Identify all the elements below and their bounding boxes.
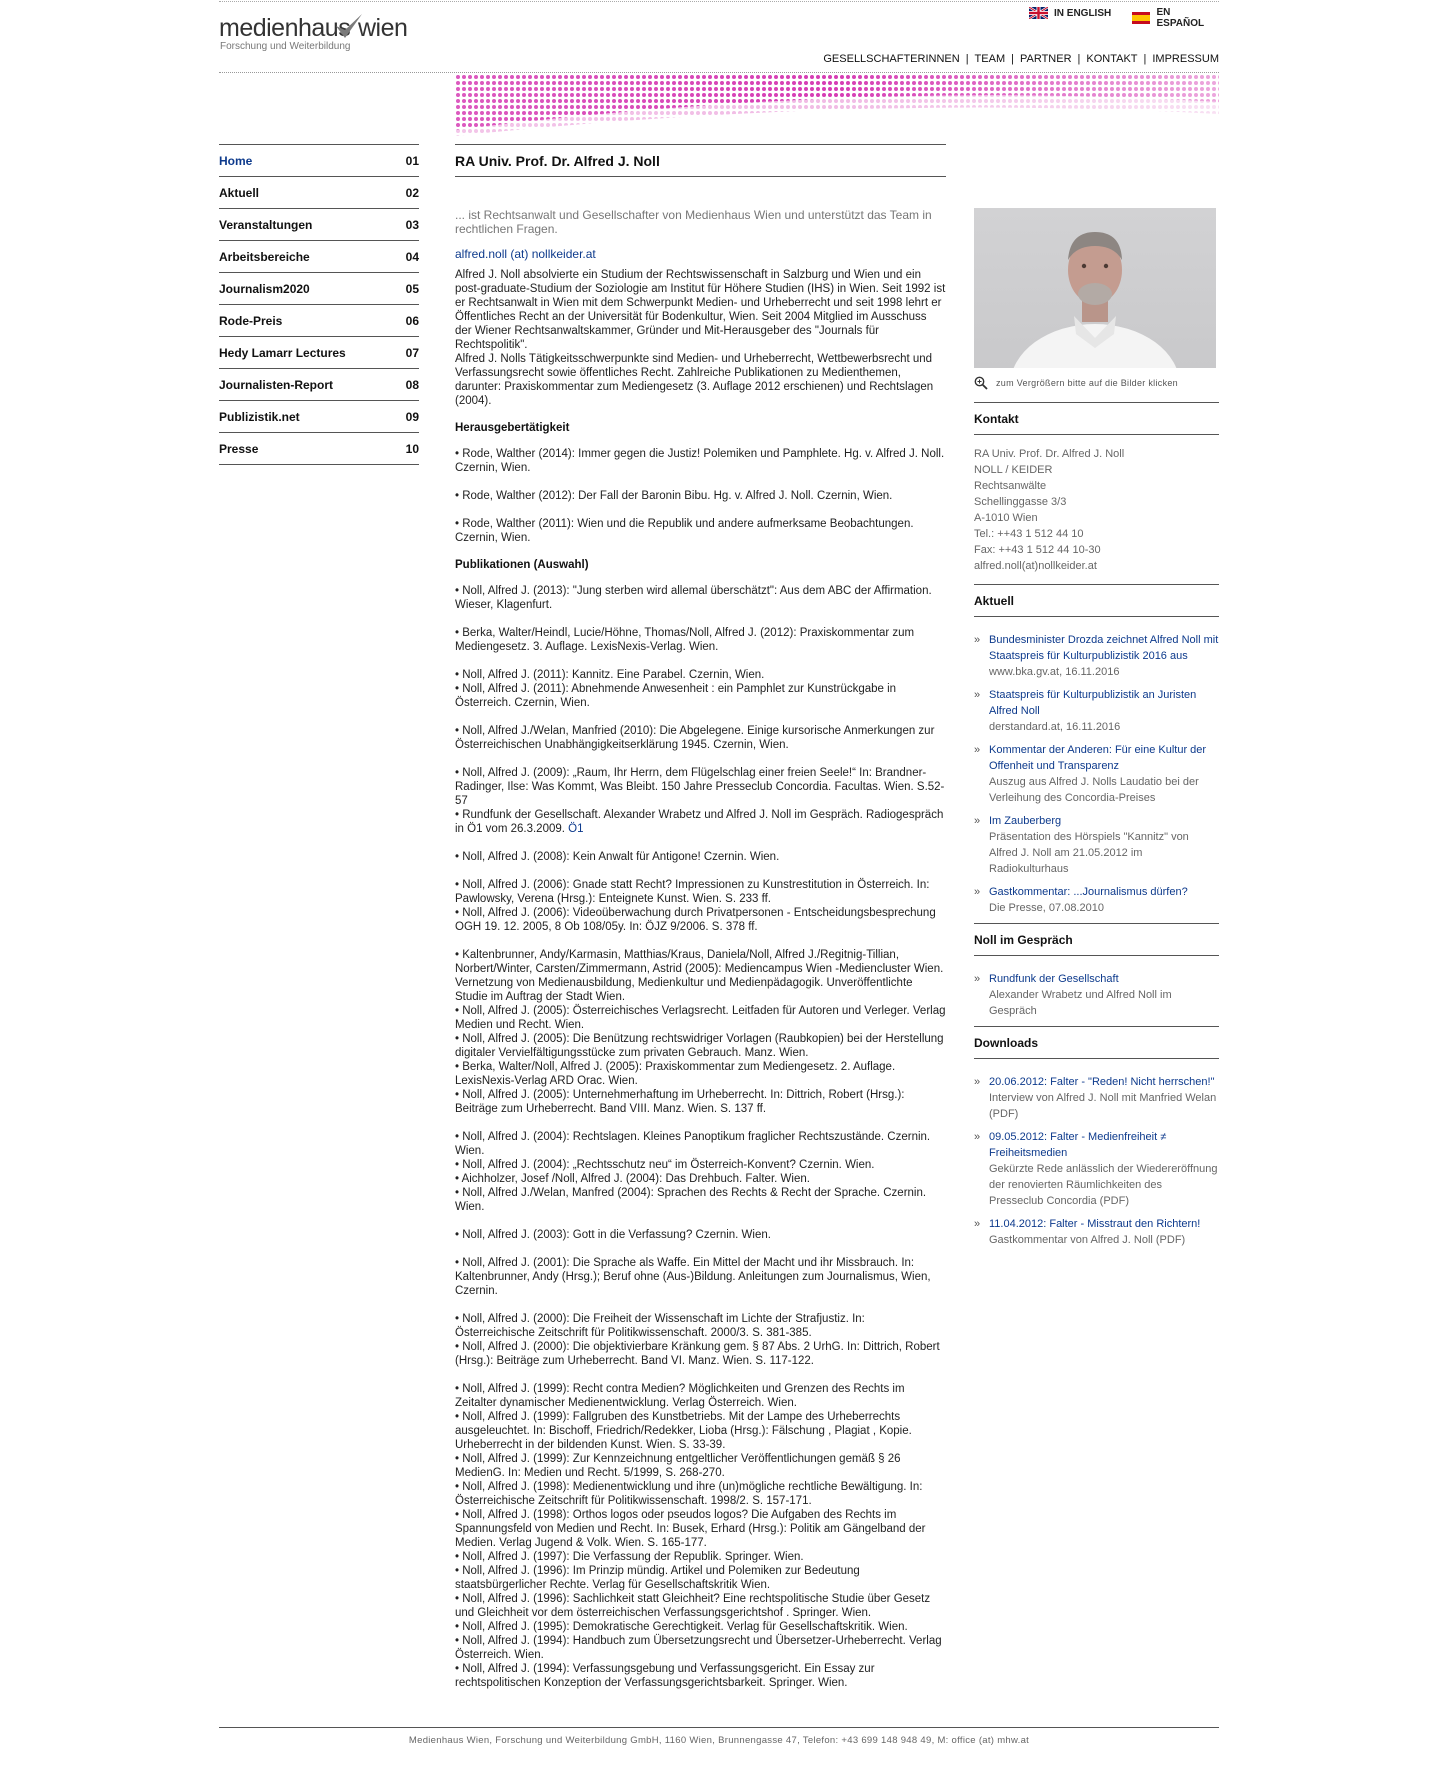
sidebar-item-rode-preis[interactable]: [219, 305, 419, 337]
sidebar-item-number: 07: [405, 345, 419, 360]
publication-text: • Noll, Alfred J. (2006): Gnade statt Recht? Impressionen zu Kunstrestitution in Österreich. In: Pawlowsky, Verena (Hrsg.): Enteignete Kunst. Wien. S. 233 ff.: [455, 879, 930, 905]
aktuell-box: [974, 584, 1219, 916]
publication-entry: [455, 1186, 946, 1214]
publication-text: • Kaltenbrunner, Andy/Karmasin, Matthias/Kraus, Daniela/Noll, Alfred J./Regitnig-Tillian, Norbert/Winter, Carsten/Zimmermann, Astrid (2005): Mediencampus Wien -Mediencluster Wien. Vernetzung von Medienausbildung, Medienkultur und Medienpädagogik. Unveröffentlichte Studie im Auftrag der Stadt Wien.: [455, 949, 944, 1003]
publication-entry: [455, 1480, 946, 1508]
aktuell-list: [974, 632, 1219, 916]
publication-group: [455, 668, 946, 710]
publication-group: [455, 724, 946, 752]
download-item-title[interactable]: 20.06.2012: Falter - "Reden! Nicht herrschen!": [989, 1076, 1215, 1088]
sidebar-item-hedy-lamarr-lectures[interactable]: [219, 337, 419, 369]
publication-entry: [455, 1312, 946, 1340]
download-item-title[interactable]: 09.05.2012: Falter - Medienfreiheit ≠ Freiheitsmedien: [989, 1131, 1167, 1159]
lang-spanish-link[interactable]: [1132, 7, 1219, 29]
publication-text: • Noll, Alfred J. (2009): „Raum, Ihr Herrn, dem Flügelschlag einer freien Seele!“ In: Brandner-Radinger, Ilse: Was Kommt, Was Bleibt. 150 Jahre Presseclub Concordia. Facultas. Wien. S.52-57: [455, 767, 945, 807]
aktuell-item[interactable]: [974, 742, 1219, 806]
download-item[interactable]: [974, 1129, 1219, 1209]
publication-group: [455, 1312, 946, 1368]
gespraech-list: [974, 971, 1219, 1019]
kontakt-box: [974, 402, 1219, 574]
sidebar-item-presse[interactable]: [219, 433, 419, 465]
publication-entry: [455, 1564, 946, 1592]
double-arrow-icon: »: [974, 886, 981, 898]
aktuell-item-content: [989, 632, 1219, 680]
lang-english-link[interactable]: [1029, 7, 1111, 19]
contact-details: [974, 446, 1219, 574]
footer-rule: [219, 1727, 1219, 1728]
publication-text: • Noll, Alfred J. (2005): Die Benützung rechtswidriger Vorlagen (Raubkopien) bei der Herstellung digitaler Vervielfältigungsstücke zum privaten Gebrauch. Manz. Wien.: [455, 1033, 944, 1059]
contact-email[interactable]: alfred.noll(at)nollkeider.at: [974, 560, 1097, 572]
publication-text: • Noll, Alfred J. (2011): Abnehmende Anwesenheit : ein Pamphlet zur Kunstrückgabe in Österreich. Czernin, Wien.: [455, 683, 897, 709]
aktuell-item-content: [989, 742, 1219, 806]
publication-group: [455, 878, 946, 934]
double-arrow-icon: »: [974, 973, 981, 985]
publication-text: • Noll, Alfred J./Welan, Manfred (2004): Sprachen des Rechts & Recht der Sprache. Czernin. Wien.: [455, 1187, 927, 1213]
publication-text: • Noll, Alfred J. (1999): Fallgruben des Kunstbetriebs. Mit der Lampe des Urheberrechts ausgeleuchtet. In: Bischoff, Friedrich/Redekker, Lioba (Hrsg.): Fälschung , Plagiat , Kopie. Urheberrecht in der bildenden Kunst. Wien. S. 33-39.: [455, 1411, 912, 1451]
publication-entry: [455, 1340, 946, 1368]
sidebar-item-number: 04: [405, 249, 419, 264]
publication-text: • Noll, Alfred J. (2005): Österreichisches Verlagsrecht. Leitfaden für Autoren und Verleger. Verlag Medien und Recht. Wien.: [455, 1005, 946, 1031]
gespraech-item-content: [989, 971, 1219, 1019]
double-arrow-icon: »: [974, 689, 981, 701]
topnav-team[interactable]: TEAM: [974, 53, 1006, 65]
publication-text: • Noll, Alfred J. (2013): "Jung sterben wird allemal überschätzt": Aus dem ABC der Affirmation. Wieser, Klagenfurt.: [455, 585, 932, 611]
gespraech-item-subtitle: Alexander Wrabetz und Alfred Noll im Gespräch: [989, 989, 1172, 1017]
sidebar-item-label: Arbeitsbereiche: [219, 249, 310, 264]
page-title: RA Univ. Prof. Dr. Alfred J. Noll: [455, 144, 946, 177]
magnifier-plus-icon: [974, 376, 988, 390]
double-arrow-icon: »: [974, 634, 981, 646]
publication-text: • Noll, Alfred J. (1998): Orthos logos oder pseudos logos? Die Aufgaben des Rechts im Spannungsfeld von Medien und Recht. In: Busek, Erhard (Hrsg.): Politik am Gängelband der Medien. Verlag Jugend & Volk. Wien. S. 165-177.: [455, 1509, 926, 1549]
aktuell-item[interactable]: [974, 813, 1219, 877]
contact-line: Tel.: ++43 1 512 44 10: [974, 528, 1084, 540]
section-heading-publications: Publikationen (Auswahl): [455, 559, 589, 571]
bio-paragraph-2: Alfred J. Nolls Tätigkeitsschwerpunkte sind Medien- und Urheberrecht, Wettbewerbsrecht und Verfassungsrecht sowie öffentliches Recht. Zahlreiche Publikationen zu Medienthemen, darunter: Praxiskommentar zum Mediengesetz (3. Auflage 2012 erschienen) und Rechtslagen (2004).: [455, 353, 934, 407]
publication-entry: [455, 878, 946, 906]
aktuell-item-subtitle: Die Presse, 07.08.2010: [989, 902, 1104, 914]
sidebar-item-label: Rode-Preis: [219, 313, 283, 328]
publication-text: • Noll, Alfred J. (2000): Die Freiheit der Wissenschaft im Lichte der Strafjustiz. In: Österreichische Zeitschrift für Politikwissenschaft. 2000/3. S. 381-385.: [455, 1313, 865, 1339]
publication-group: [455, 1130, 946, 1214]
banner-dot-pattern: [455, 74, 1219, 136]
sidebar-item-label: Home: [219, 153, 253, 168]
topnav-separator: |: [1077, 53, 1081, 65]
publication-group: [455, 626, 946, 654]
sidebar-item-veranstaltungen[interactable]: [219, 209, 419, 241]
aktuell-item-title[interactable]: Staatspreis für Kulturpublizistik an Juristen Alfred Noll: [989, 689, 1197, 717]
publication-entry: [455, 584, 946, 612]
right-sidebar: [974, 208, 1219, 1255]
publication-entry: [455, 1256, 946, 1298]
sidebar-item-label: Publizistik.net: [219, 409, 300, 424]
logo[interactable]: [219, 12, 429, 58]
publication-entry: [455, 1088, 946, 1116]
publication-entry: [455, 1550, 946, 1564]
gespraech-heading: Noll im Gespräch: [974, 924, 1219, 956]
publication-text: • Noll, Alfred J. (1999): Zur Kennzeichnung entgeltlicher Veröffentlichungen gemäß § 26 MedienG. In: Medien und Recht. 5/1999, S. 268-270.: [455, 1453, 901, 1479]
download-item-content: [989, 1216, 1200, 1248]
logo-tagline: Forschung und Weiterbildung: [220, 41, 351, 52]
double-arrow-icon: »: [974, 1076, 981, 1088]
download-item-title[interactable]: 11.04.2012: Falter - Misstraut den Richtern!: [989, 1218, 1201, 1230]
publication-entry: [455, 1032, 946, 1060]
sidebar-item-number: 06: [405, 313, 419, 328]
sidebar-item-label: Journalisten-Report: [219, 377, 334, 392]
publication-group: [455, 850, 946, 864]
publication-group: [455, 584, 946, 612]
publication-text: • Noll, Alfred J. (1998): Medienentwicklung und ihre (un)mögliche rechtliche Bewältigung. In: Österreichische Zeitschrift für Politikwissenschaft. 1998/2. S. 157-171.: [455, 1481, 923, 1507]
topnav-kontakt[interactable]: KONTAKT: [1086, 53, 1138, 65]
publication-text: • Noll, Alfred J. (1997): Die Verfassung der Republik. Springer. Wien.: [455, 1551, 804, 1563]
lang-english-label: IN ENGLISH: [1054, 7, 1112, 19]
editor-entry: • Rode, Walther (2014): Immer gegen die Justiz! Polemiken und Pamphlete. Hg. v. Alfred J. Noll. Czernin, Wien.: [455, 448, 945, 474]
publication-entry: [455, 906, 946, 934]
topnav-separator: |: [1143, 53, 1147, 65]
zoom-hint-text: zum Vergrößern bitte auf die Bilder klicken: [996, 378, 1178, 388]
spain-flag-icon: [1132, 12, 1150, 24]
publication-entry: [455, 1508, 946, 1550]
sidebar-item-aktuell[interactable]: [219, 177, 419, 209]
topnav-impressum[interactable]: IMPRESSUM: [1152, 53, 1219, 65]
aktuell-item-subtitle: www.bka.gv.at, 16.11.2016: [989, 666, 1120, 678]
section-heading-editor: Herausgebertätigkeit: [455, 422, 570, 434]
aktuell-item-subtitle: Auszug aus Alfred J. Nolls Laudatio bei der Verleihung des Concordia-Preises: [989, 776, 1199, 804]
sidebar-item-arbeitsbereiche[interactable]: [219, 241, 419, 273]
aktuell-item-content: [989, 813, 1219, 877]
publication-entry: [455, 948, 946, 1004]
publication-text: • Noll, Alfred J. (1994): Handbuch zum Übersetzungsrecht und Übersetzer-Urheberrecht. Verlag Österreich. Wien.: [455, 1635, 942, 1661]
email-link[interactable]: alfred.noll (at) nollkeider.at: [455, 247, 596, 261]
publication-text: • Noll, Alfred J. (2001): Die Sprache als Waffe. Ein Mittel der Macht und ihr Missbrauch. In: Kaltenbrunner, Andy (Hrsg.); Beruf ohne (Aus-)Bildung. Anleitungen zum Journalismus, Wien, Czernin.: [455, 1257, 931, 1297]
publication-text: • Noll, Alfred J. (2008): Kein Anwalt für Antigone! Czernin. Wien.: [455, 851, 780, 863]
publication-entry: [455, 808, 946, 836]
main-content: [455, 144, 946, 1704]
sidebar-item-number: 09: [405, 409, 419, 424]
publication-group: [455, 948, 946, 1116]
download-item[interactable]: [974, 1074, 1219, 1122]
publication-text: • Noll, Alfred J. (1995): Demokratische Gerechtigkeit. Verlag für Gesellschaftskritik. Wien.: [455, 1621, 908, 1633]
sidebar-item-home[interactable]: [219, 145, 419, 177]
download-item-content: [989, 1074, 1219, 1122]
publication-text: • Noll, Alfred J. (2006): Videoüberwachung durch Privatpersonen - Entscheidungsbesprechung OGH 19. 12. 2005, 8 Ob 108/05y. In: ÖJZ 9/2006. S. 378 ff.: [455, 907, 936, 933]
publication-group: [455, 1228, 946, 1242]
downloads-box: [974, 1026, 1219, 1248]
publication-text: • Noll, Alfred J./Welan, Manfried (2010): Die Abgelegene. Einige kursorische Anmerkungen zur Österreichischen Unabhängigkeitserklärung 1945. Czernin, Wien.: [455, 725, 935, 751]
sidebar-item-number: 02: [405, 185, 419, 200]
header-rule: [219, 72, 1219, 73]
contact-line: Fax: ++43 1 512 44 10-30: [974, 544, 1101, 556]
double-arrow-icon: »: [974, 1131, 981, 1143]
publication-entry: [455, 1060, 946, 1088]
publication-group: [455, 766, 946, 836]
download-item-subtitle: Interview von Alfred J. Noll mit Manfried Welan (PDF): [989, 1092, 1217, 1120]
publication-text: • Noll, Alfred J. (2004): „Rechtsschutz neu“ im Österreich-Konvent? Czernin. Wien.: [455, 1159, 875, 1171]
publication-entry: [455, 668, 946, 682]
publication-entry: [455, 1130, 946, 1158]
publication-entry: [455, 1452, 946, 1480]
topnav-separator: |: [1011, 53, 1014, 65]
publication-text: • Berka, Walter/Heindl, Lucie/Höhne, Thomas/Noll, Alfred J. (2012): Praxiskommentar zum Mediengesetz. 3. Auflage. LexisNexis-Verlag. Wien.: [455, 627, 915, 653]
publication-text: • Noll, Alfred J. (1994): Verfassungsgebung und Verfassungsgericht. Ein Essay zur rechtspolitischen Konzeption der Verfassungsgerichtsbarkeit. Springer. Wien.: [455, 1663, 875, 1689]
publication-text: • Noll, Alfred J. (1996): Sachlichkeit statt Gleichheit? Eine rechtspolitische Studie über Gesetz und Gleichheit vor dem österreichischen Verfassungsgerichtshof . Springer. Wien.: [455, 1593, 931, 1619]
publication-entry: [455, 1662, 946, 1690]
download-item-subtitle: Gastkommentar von Alfred J. Noll (PDF): [989, 1234, 1186, 1246]
sidebar-item-journalism2020[interactable]: [219, 273, 419, 305]
sidebar-item-number: 10: [405, 441, 419, 456]
publication-entry: [455, 1410, 946, 1452]
aktuell-item-title[interactable]: Bundesminister Drozda zeichnet Alfred Noll mit Staatspreis für Kulturpublizistik 2016 aus: [989, 634, 1219, 662]
kontakt-heading: Kontakt: [974, 403, 1219, 435]
portrait-photo[interactable]: [974, 208, 1216, 368]
intro-text: ... ist Rechtsanwalt und Gesellschafter von Medienhaus Wien und unterstützt das Team in rechtlichen Fragen.: [455, 208, 932, 236]
publication-entry: [455, 1158, 946, 1172]
sidebar-item-number: 05: [405, 281, 419, 296]
publication-text: • Noll, Alfred J. (1996): Im Prinzip mündig. Artikel und Polemiken zur Bedeutung staatsbürgerlicher Rechte. Verlag für Gesellschaftskritik Wien.: [455, 1565, 860, 1591]
publication-entry: [455, 682, 946, 710]
sidebar-item-journalisten-report[interactable]: [219, 369, 419, 401]
bio-paragraph-1: Alfred J. Noll absolvierte ein Studium der Rechtswissenschaft in Salzburg und Wien und ein post-graduate-Studium der Soziologie am Institut für Höhere Studien (IHS) in Wien. Seit 1992 ist er Rechtsanwalt in Wien mit dem Schwerpunkt Medien- und Urheberrecht und seit 1998 lehrt er Öffentliches Recht an der Universität für Bodenkultur, Wien. Seit 2004 Mitglied im Ausschuss der Wiener Rechtsanwaltskammer, Gründer und Mit-Herausgeber des "Journals für Rechtspolitik".: [455, 269, 946, 351]
downloads-heading: Downloads: [974, 1027, 1219, 1059]
double-arrow-icon: »: [974, 1218, 981, 1230]
top-nav: [823, 53, 1219, 65]
aktuell-item[interactable]: [974, 884, 1219, 916]
sidebar-item-label: Journalism2020: [219, 281, 310, 296]
downloads-list: [974, 1074, 1219, 1248]
publication-entry: [455, 626, 946, 654]
publication-entry: [455, 1634, 946, 1662]
gespraech-box: [974, 923, 1219, 1019]
aktuell-item-content: [989, 884, 1188, 916]
gespraech-item-title[interactable]: Rundfunk der Gesellschaft: [989, 973, 1119, 985]
publication-entry: [455, 1172, 946, 1186]
publication-text: • Noll, Alfred J. (2011): Kannitz. Eine Parabel. Czernin, Wien.: [455, 669, 765, 681]
bio-text: [455, 268, 946, 408]
sidebar-item-label: Veranstaltungen: [219, 217, 313, 232]
publication-group: [455, 1256, 946, 1298]
download-item[interactable]: [974, 1216, 1219, 1248]
sidebar-item-number: 01: [405, 153, 419, 168]
publication-entry: [455, 724, 946, 752]
aktuell-item-subtitle: Präsentation des Hörspiels "Kannitz" von Alfred J. Noll am 21.05.2012 im Radiokulturhaus: [989, 831, 1189, 875]
publication-text: • Noll, Alfred J. (2004): Rechtslagen. Kleines Panoptikum fraglicher Rechtszustände. Czernin. Wien.: [455, 1131, 931, 1157]
lang-spanish-label: EN ESPAÑOL: [1156, 7, 1205, 29]
sidebar-nav: [219, 144, 419, 465]
aktuell-item-title[interactable]: Gastkommentar: ...Journalismus dürfen?: [989, 886, 1188, 898]
publication-text: • Noll, Alfred J. (2003): Gott in die Verfassung? Czernin. Wien.: [455, 1229, 771, 1241]
zoom-hint: [974, 376, 1219, 390]
publication-entry: [455, 850, 946, 864]
publication-text: • Noll, Alfred J. (2005): Unternehmerhaftung im Urheberrecht. In: Dittrich, Robert (Hrsg.): Beiträge zum Urheberrecht. Band VIII. Manz. Wien. S. 137 ff.: [455, 1089, 905, 1115]
editor-entry: • Rode, Walther (2012): Der Fall der Baronin Bibu. Hg. v. Alfred J. Noll. Czernin, Wien.: [455, 490, 893, 502]
publication-entry: [455, 1382, 946, 1410]
publication-text: • Rundfunk der Gesellschaft. Alexander Wrabetz und Alfred J. Noll im Gespräch. Radiogespräch in Ö1 vom 26.3.2009.: [455, 809, 944, 835]
publication-text: • Noll, Alfred J. (2000): Die objektivierbare Kränkung gem. § 87 Abs. 2 UrhG. In: Dittrich, Robert (Hrsg.): Beiträge zum Urheberrecht. Band VI. Manz. Wien. S. 117-122.: [455, 1341, 940, 1367]
publication-entry: [455, 766, 946, 808]
sidebar-item-label: Aktuell: [219, 185, 260, 200]
sidebar-item-publizistik[interactable]: [219, 401, 419, 433]
contact-line: Rechtsanwälte: [974, 480, 1047, 492]
contact-line: RA Univ. Prof. Dr. Alfred J. Noll: [974, 448, 1125, 460]
sidebar-item-label: Presse: [219, 441, 259, 456]
editor-list: [455, 447, 946, 545]
aktuell-item-content: [989, 687, 1219, 735]
double-arrow-icon: »: [974, 815, 981, 827]
double-arrow-icon: »: [974, 744, 981, 756]
aktuell-item[interactable]: [974, 687, 1219, 735]
topnav-partner[interactable]: PARTNER: [1019, 53, 1072, 65]
publication-entry: [455, 1592, 946, 1620]
sidebar-item-label: Hedy Lamarr Lectures: [219, 345, 346, 360]
topnav-gesellschafterinnen[interactable]: GESELLSCHAFTERINNEN: [823, 53, 960, 65]
gespraech-item[interactable]: [974, 971, 1219, 1019]
publication-list: [455, 584, 946, 1690]
o1-link[interactable]: Ö1: [568, 823, 584, 835]
publication-text: • Aichholzer, Josef /Noll, Alfred J. (2004): Das Drehbuch. Falter. Wien.: [455, 1173, 810, 1185]
contact-line: A-1010 Wien: [974, 512, 1038, 524]
uk-flag-icon: [1029, 7, 1048, 19]
sidebar-item-number: 08: [405, 377, 419, 392]
portrait-image: [974, 208, 1216, 368]
publication-group: [455, 1382, 946, 1690]
publication-entry: [455, 1004, 946, 1032]
aktuell-item[interactable]: [974, 632, 1219, 680]
logo-word-wien: wien: [358, 14, 408, 42]
download-item-subtitle: Gekürzte Rede anlässlich der Wiedereröffnung der renovierten Räumlichkeiten des Presseclub Concordia (PDF): [989, 1163, 1218, 1207]
aktuell-heading: Aktuell: [974, 585, 1219, 617]
logo-word-medienhaus: medienhaus: [219, 14, 351, 42]
sidebar-item-number: 03: [405, 217, 419, 232]
contact-line: Schellinggasse 3/3: [974, 496, 1067, 508]
publication-entry: [455, 1228, 946, 1242]
topnav-separator: |: [965, 53, 969, 65]
page: [219, 0, 1219, 1779]
publication-text: • Berka, Walter/Noll, Alfred J. (2005): Praxiskommentar zum Mediengesetz. 2. Auflage. LexisNexis-Verlag ARD Orac. Wien.: [455, 1061, 896, 1087]
editor-entry: • Rode, Walther (2011): Wien und die Republik und andere aufmerksame Beobachtungen. Czernin, Wien.: [455, 518, 914, 544]
footer-text: Medienhaus Wien, Forschung und Weiterbildung GmbH, 1160 Wien, Brunnengasse 47, Telefon: +43 699 148 948 49, M: office (at) mhw.at: [408, 1735, 1030, 1746]
contact-line: NOLL / KEIDER: [974, 464, 1053, 476]
top-rule: [219, 1, 1219, 2]
aktuell-item-title[interactable]: Im Zauberberg: [989, 815, 1062, 827]
download-item-content: [989, 1129, 1219, 1209]
aktuell-item-title[interactable]: Kommentar der Anderen: Für eine Kultur der Offenheit und Transparenz: [989, 744, 1207, 772]
aktuell-item-subtitle: derstandard.at, 16.11.2016: [989, 721, 1121, 733]
publication-text: • Noll, Alfred J. (1999): Recht contra Medien? Möglichkeiten und Grenzen des Rechts im Zeitalter dynamischer Medienentwicklung. Verlag Österreich. Wien.: [455, 1383, 905, 1409]
publication-entry: [455, 1620, 946, 1634]
